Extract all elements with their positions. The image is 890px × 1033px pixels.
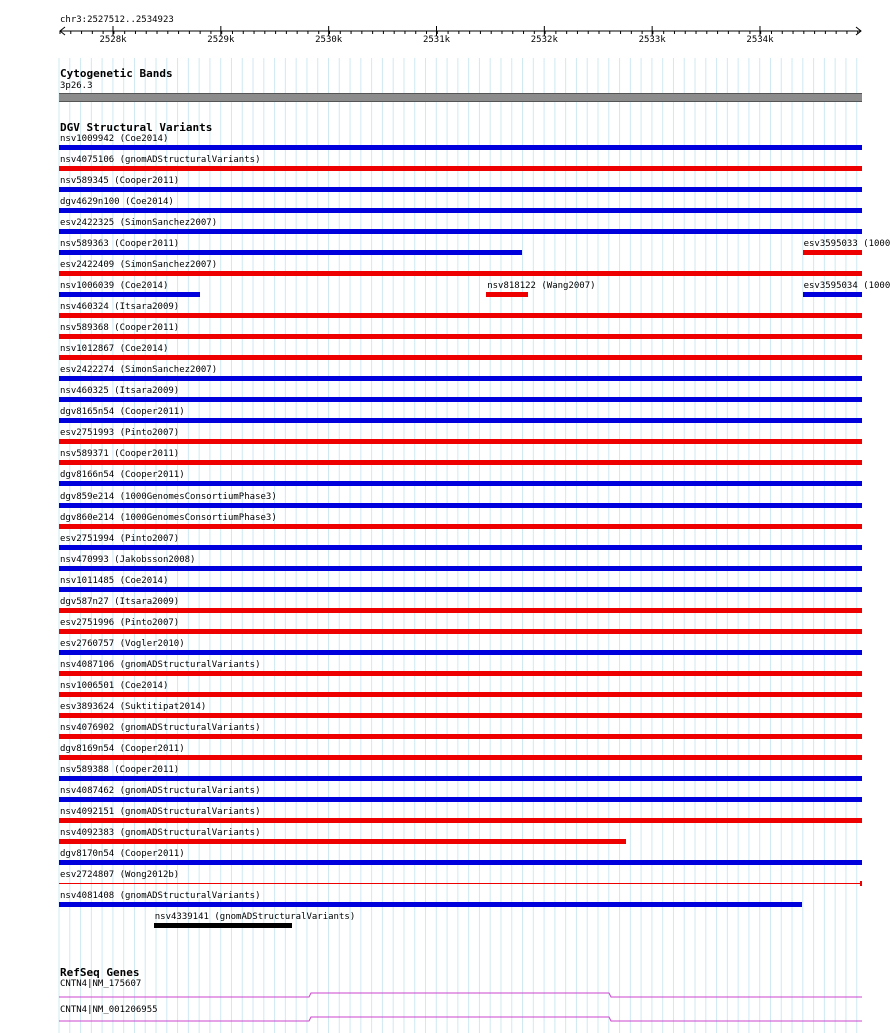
variant-label[interactable]: nsv1009942 (Coe2014): [60, 134, 169, 144]
variant-bar-end: [860, 881, 862, 886]
variant-label[interactable]: nsv4092151 (gnomADStructuralVariants): [60, 806, 261, 817]
variant-bar[interactable]: [59, 250, 522, 255]
variant-bar[interactable]: [59, 860, 862, 865]
variant-label[interactable]: esv2751994 (Pinto2007): [60, 533, 180, 544]
variant-bar[interactable]: [59, 650, 862, 655]
variant-bar[interactable]: [59, 208, 862, 213]
ruler-tick-label: 2528k: [99, 35, 127, 45]
variant-bar[interactable]: [59, 755, 862, 760]
variant-bar[interactable]: [59, 734, 862, 739]
ruler-tick-label: 2532k: [530, 35, 558, 45]
variant-bar[interactable]: [59, 187, 862, 192]
variant-label[interactable]: esv3595034 (1000: [803, 281, 890, 292]
variant-bar[interactable]: [59, 313, 862, 318]
variant-label[interactable]: nsv589363 (Cooper2011): [60, 239, 180, 250]
variant-label[interactable]: nsv589368 (Cooper2011): [60, 323, 180, 334]
variant-bar[interactable]: [59, 481, 862, 486]
position-label: chr3:2527512..2534923: [60, 15, 174, 25]
variant-label[interactable]: nsv1011485 (Coe2014): [60, 575, 169, 586]
variant-label[interactable]: nsv589371 (Cooper2011): [60, 449, 180, 460]
variant-label[interactable]: dgv8170n54 (Cooper2011): [60, 849, 185, 860]
cytoband-label: 3p26.3: [60, 81, 93, 91]
ruler-tick-label: 2533k: [638, 35, 666, 45]
variant-bar[interactable]: [59, 587, 862, 592]
variant-label[interactable]: nsv4075106 (gnomADStructuralVariants): [60, 155, 261, 166]
ruler-tick-label: 2530k: [315, 35, 343, 45]
variant-bar[interactable]: [486, 292, 528, 297]
gene-model[interactable]: [59, 1015, 863, 1027]
variant-label[interactable]: nsv4092383 (gnomADStructuralVariants): [60, 827, 261, 838]
variant-label[interactable]: nsv4339141 (gnomADStructuralVariants): [154, 912, 356, 923]
variant-label[interactable]: dgv860e214 (1000GenomesConsortiumPhase3): [60, 512, 277, 523]
variant-bar[interactable]: [803, 292, 862, 297]
variant-label[interactable]: esv3893624 (Suktitipat2014): [60, 701, 207, 712]
variant-bar[interactable]: [59, 839, 626, 844]
variant-label[interactable]: esv2760757 (Vogler2010): [60, 638, 185, 649]
variant-bar[interactable]: [59, 271, 862, 276]
variant-bar[interactable]: [59, 713, 862, 718]
variant-label[interactable]: nsv589345 (Cooper2011): [60, 176, 180, 187]
ruler-tick-label: 2531k: [422, 35, 451, 45]
gene-label[interactable]: CNTN4|NM_175607: [60, 979, 142, 989]
variant-label[interactable]: dgv8165n54 (Cooper2011): [60, 407, 185, 418]
variant-bar[interactable]: [59, 229, 862, 234]
variant-label[interactable]: dgv587n27 (Itsara2009): [60, 596, 180, 607]
variant-bar[interactable]: [59, 145, 862, 150]
variant-label[interactable]: esv3595033 (1000: [803, 239, 890, 250]
dgv-track-title: DGV Structural Variants: [60, 121, 213, 134]
variant-label[interactable]: esv2724807 (Wong2012b): [60, 870, 180, 881]
variant-bar[interactable]: [803, 250, 862, 255]
variant-label[interactable]: nsv4081408 (gnomADStructuralVariants): [60, 891, 261, 902]
variant-bar[interactable]: [59, 566, 862, 571]
variant-label[interactable]: esv2751993 (Pinto2007): [60, 428, 180, 439]
variant-label[interactable]: nsv4076902 (gnomADStructuralVariants): [60, 722, 261, 733]
variant-bar[interactable]: [59, 397, 862, 402]
variant-bar[interactable]: [59, 439, 862, 444]
variant-label[interactable]: nsv589388 (Cooper2011): [60, 764, 180, 775]
variant-label[interactable]: nsv470993 (Jakobsson2008): [60, 554, 196, 565]
variant-bar[interactable]: [59, 671, 862, 676]
variant-bar[interactable]: [59, 376, 862, 381]
variant-bar[interactable]: [59, 524, 862, 529]
variant-bar[interactable]: [59, 334, 862, 339]
variant-label[interactable]: nsv1012867 (Coe2014): [60, 344, 169, 355]
variant-label[interactable]: dgv859e214 (1000GenomesConsortiumPhase3): [60, 491, 277, 502]
ruler-tick-label: 2529k: [207, 35, 235, 45]
variant-label[interactable]: nsv1006039 (Coe2014): [60, 281, 169, 292]
variant-bar[interactable]: [59, 292, 200, 297]
variant-bar[interactable]: [59, 776, 862, 781]
ruler-axis: [56, 26, 866, 40]
variant-bar[interactable]: [59, 503, 862, 508]
variant-bar[interactable]: [59, 545, 862, 550]
variant-bar[interactable]: [59, 608, 862, 613]
variant-label[interactable]: dgv8166n54 (Cooper2011): [60, 470, 185, 481]
variant-label[interactable]: dgv4629n100 (Coe2014): [60, 197, 174, 208]
variant-label[interactable]: nsv818122 (Wang2007): [487, 281, 596, 292]
variant-label[interactable]: nsv460324 (Itsara2009): [60, 302, 180, 313]
variant-bar[interactable]: [59, 692, 862, 697]
cytoband-bar[interactable]: [59, 93, 862, 102]
variant-bar[interactable]: [59, 460, 862, 465]
variant-bar[interactable]: [59, 166, 862, 171]
variant-label[interactable]: nsv4087462 (gnomADStructuralVariants): [60, 785, 261, 796]
variant-bar[interactable]: [59, 902, 802, 907]
gene-model[interactable]: [59, 989, 863, 1001]
variant-label[interactable]: nsv1006501 (Coe2014): [60, 680, 169, 691]
variant-bar[interactable]: [59, 355, 862, 360]
refseq-track-title: RefSeq Genes: [60, 966, 140, 979]
variant-label[interactable]: nsv4087106 (gnomADStructuralVariants): [60, 659, 261, 670]
variant-bar[interactable]: [59, 418, 862, 423]
variant-label[interactable]: esv2751996 (Pinto2007): [60, 617, 180, 628]
variant-label[interactable]: esv2422274 (SimonSanchez2007): [60, 365, 218, 376]
variant-label[interactable]: nsv460325 (Itsara2009): [60, 386, 180, 397]
variant-label[interactable]: dgv8169n54 (Cooper2011): [60, 743, 185, 754]
variant-label[interactable]: esv2422409 (SimonSanchez2007): [60, 260, 218, 271]
gene-label[interactable]: CNTN4|NM_001206955: [60, 1005, 158, 1015]
variant-bar[interactable]: [59, 629, 862, 634]
variant-label[interactable]: esv2422325 (SimonSanchez2007): [60, 218, 218, 229]
cytobands-title: Cytogenetic Bands: [60, 67, 173, 80]
variant-bar[interactable]: [59, 818, 862, 823]
variant-bar[interactable]: [59, 883, 862, 884]
variant-bar[interactable]: [59, 797, 862, 802]
variant-bar[interactable]: [154, 923, 292, 928]
ruler-tick-label: 2534k: [746, 35, 774, 45]
